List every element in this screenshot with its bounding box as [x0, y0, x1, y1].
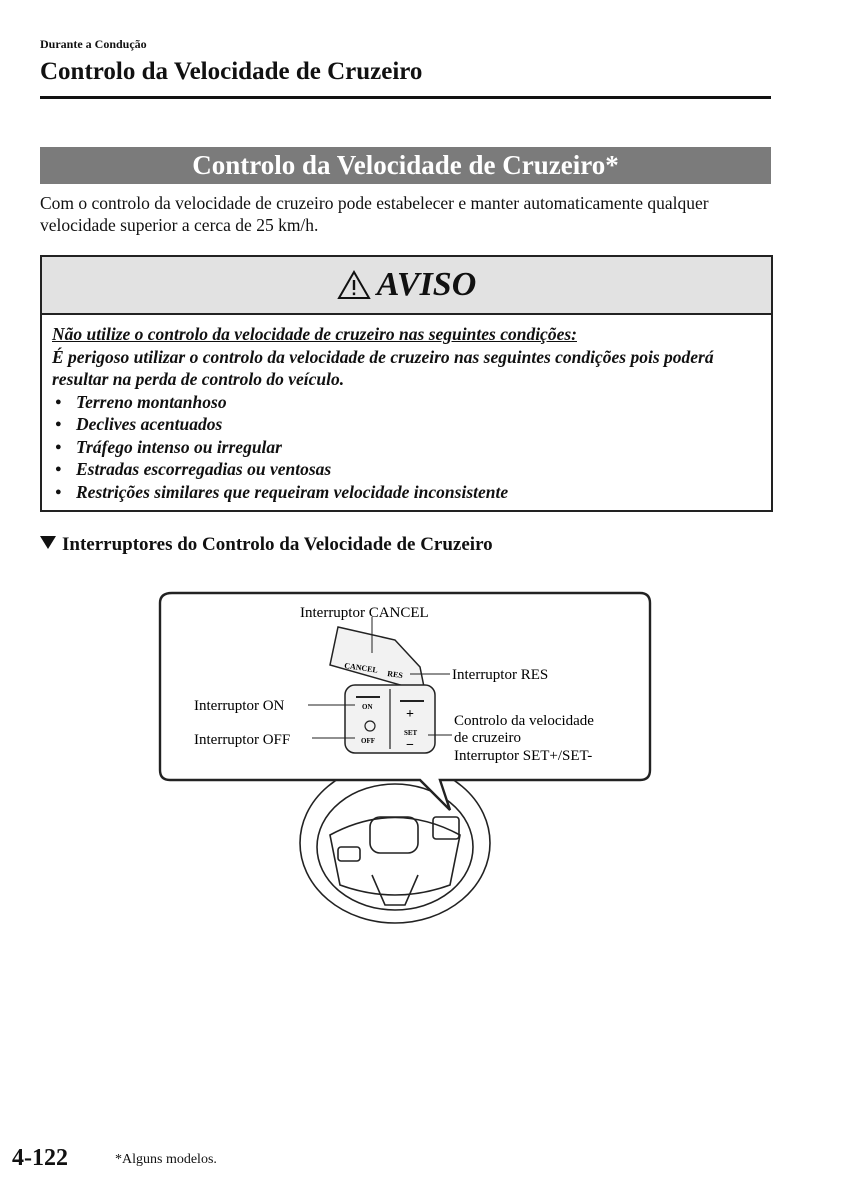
steering-wheel-illustration: [300, 763, 490, 923]
triangle-down-icon: [40, 536, 56, 549]
label-on: Interruptor ON: [194, 698, 285, 714]
list-item: ● Estradas escorregadias ou ventosas: [52, 458, 761, 481]
footnote: *Alguns modelos.: [115, 1152, 217, 1167]
warning-title: AVISO: [376, 266, 477, 303]
switches-figure: [150, 585, 660, 935]
section-title-bar: Controlo da Velocidade de Cruzeiro*: [40, 147, 771, 184]
header-divider: [40, 96, 771, 99]
label-off: Interruptor OFF: [194, 732, 291, 748]
set-button-text: SET: [404, 729, 418, 737]
label-cruise-line1: Controlo da velocidade: [454, 713, 594, 729]
warning-text: É perigoso utilizar o controlo da velocidade de cruzeiro nas seguintes condições pois poderá resultar na perda de controlo do veículo.: [52, 346, 714, 389]
page-number: 4-122: [12, 1145, 68, 1171]
res-button-text: RES: [386, 669, 404, 681]
list-item: ● Tráfego intenso ou irregular: [52, 436, 761, 459]
label-cancel: Interruptor CANCEL: [300, 605, 429, 621]
off-button-text: OFF: [361, 737, 375, 745]
plus-button-text: +: [406, 707, 414, 722]
list-item: ● Terreno montanhoso: [52, 391, 761, 414]
cancel-button-text: CANCEL: [343, 661, 379, 675]
on-button-text: ON: [362, 703, 373, 711]
warning-heading: Não utilize o controlo da velocidade de cruzeiro nas seguintes condições:: [52, 324, 577, 344]
warning-header: [42, 257, 771, 315]
minus-button-text: −: [406, 738, 414, 753]
warning-list: [52, 391, 761, 504]
intro-paragraph: Com o controlo da velocidade de cruzeiro pode estabelecer e manter automaticamente qualquer velocidade superior a cerca de 25 km/h.: [40, 193, 709, 235]
chapter-label: Durante a Condução: [40, 37, 147, 51]
subsection-heading: [40, 534, 493, 556]
label-res: Interruptor RES: [452, 667, 549, 683]
warning-body: [42, 315, 771, 503]
list-item: ● Declives acentuados: [52, 413, 761, 436]
subsection-title: Interruptores do Controlo da Velocidade de Cruzeiro: [62, 534, 493, 555]
page-title: Controlo da Velocidade de Cruzeiro: [40, 58, 423, 85]
label-cruise-line3: Interruptor SET+/SET-: [454, 748, 593, 764]
warning-box: [40, 255, 773, 512]
label-cruise-line2: de cruzeiro: [454, 730, 522, 746]
warning-triangle-icon: [337, 270, 371, 300]
list-item: ● Restrições similares que requeiram velocidade inconsistente: [52, 481, 761, 504]
